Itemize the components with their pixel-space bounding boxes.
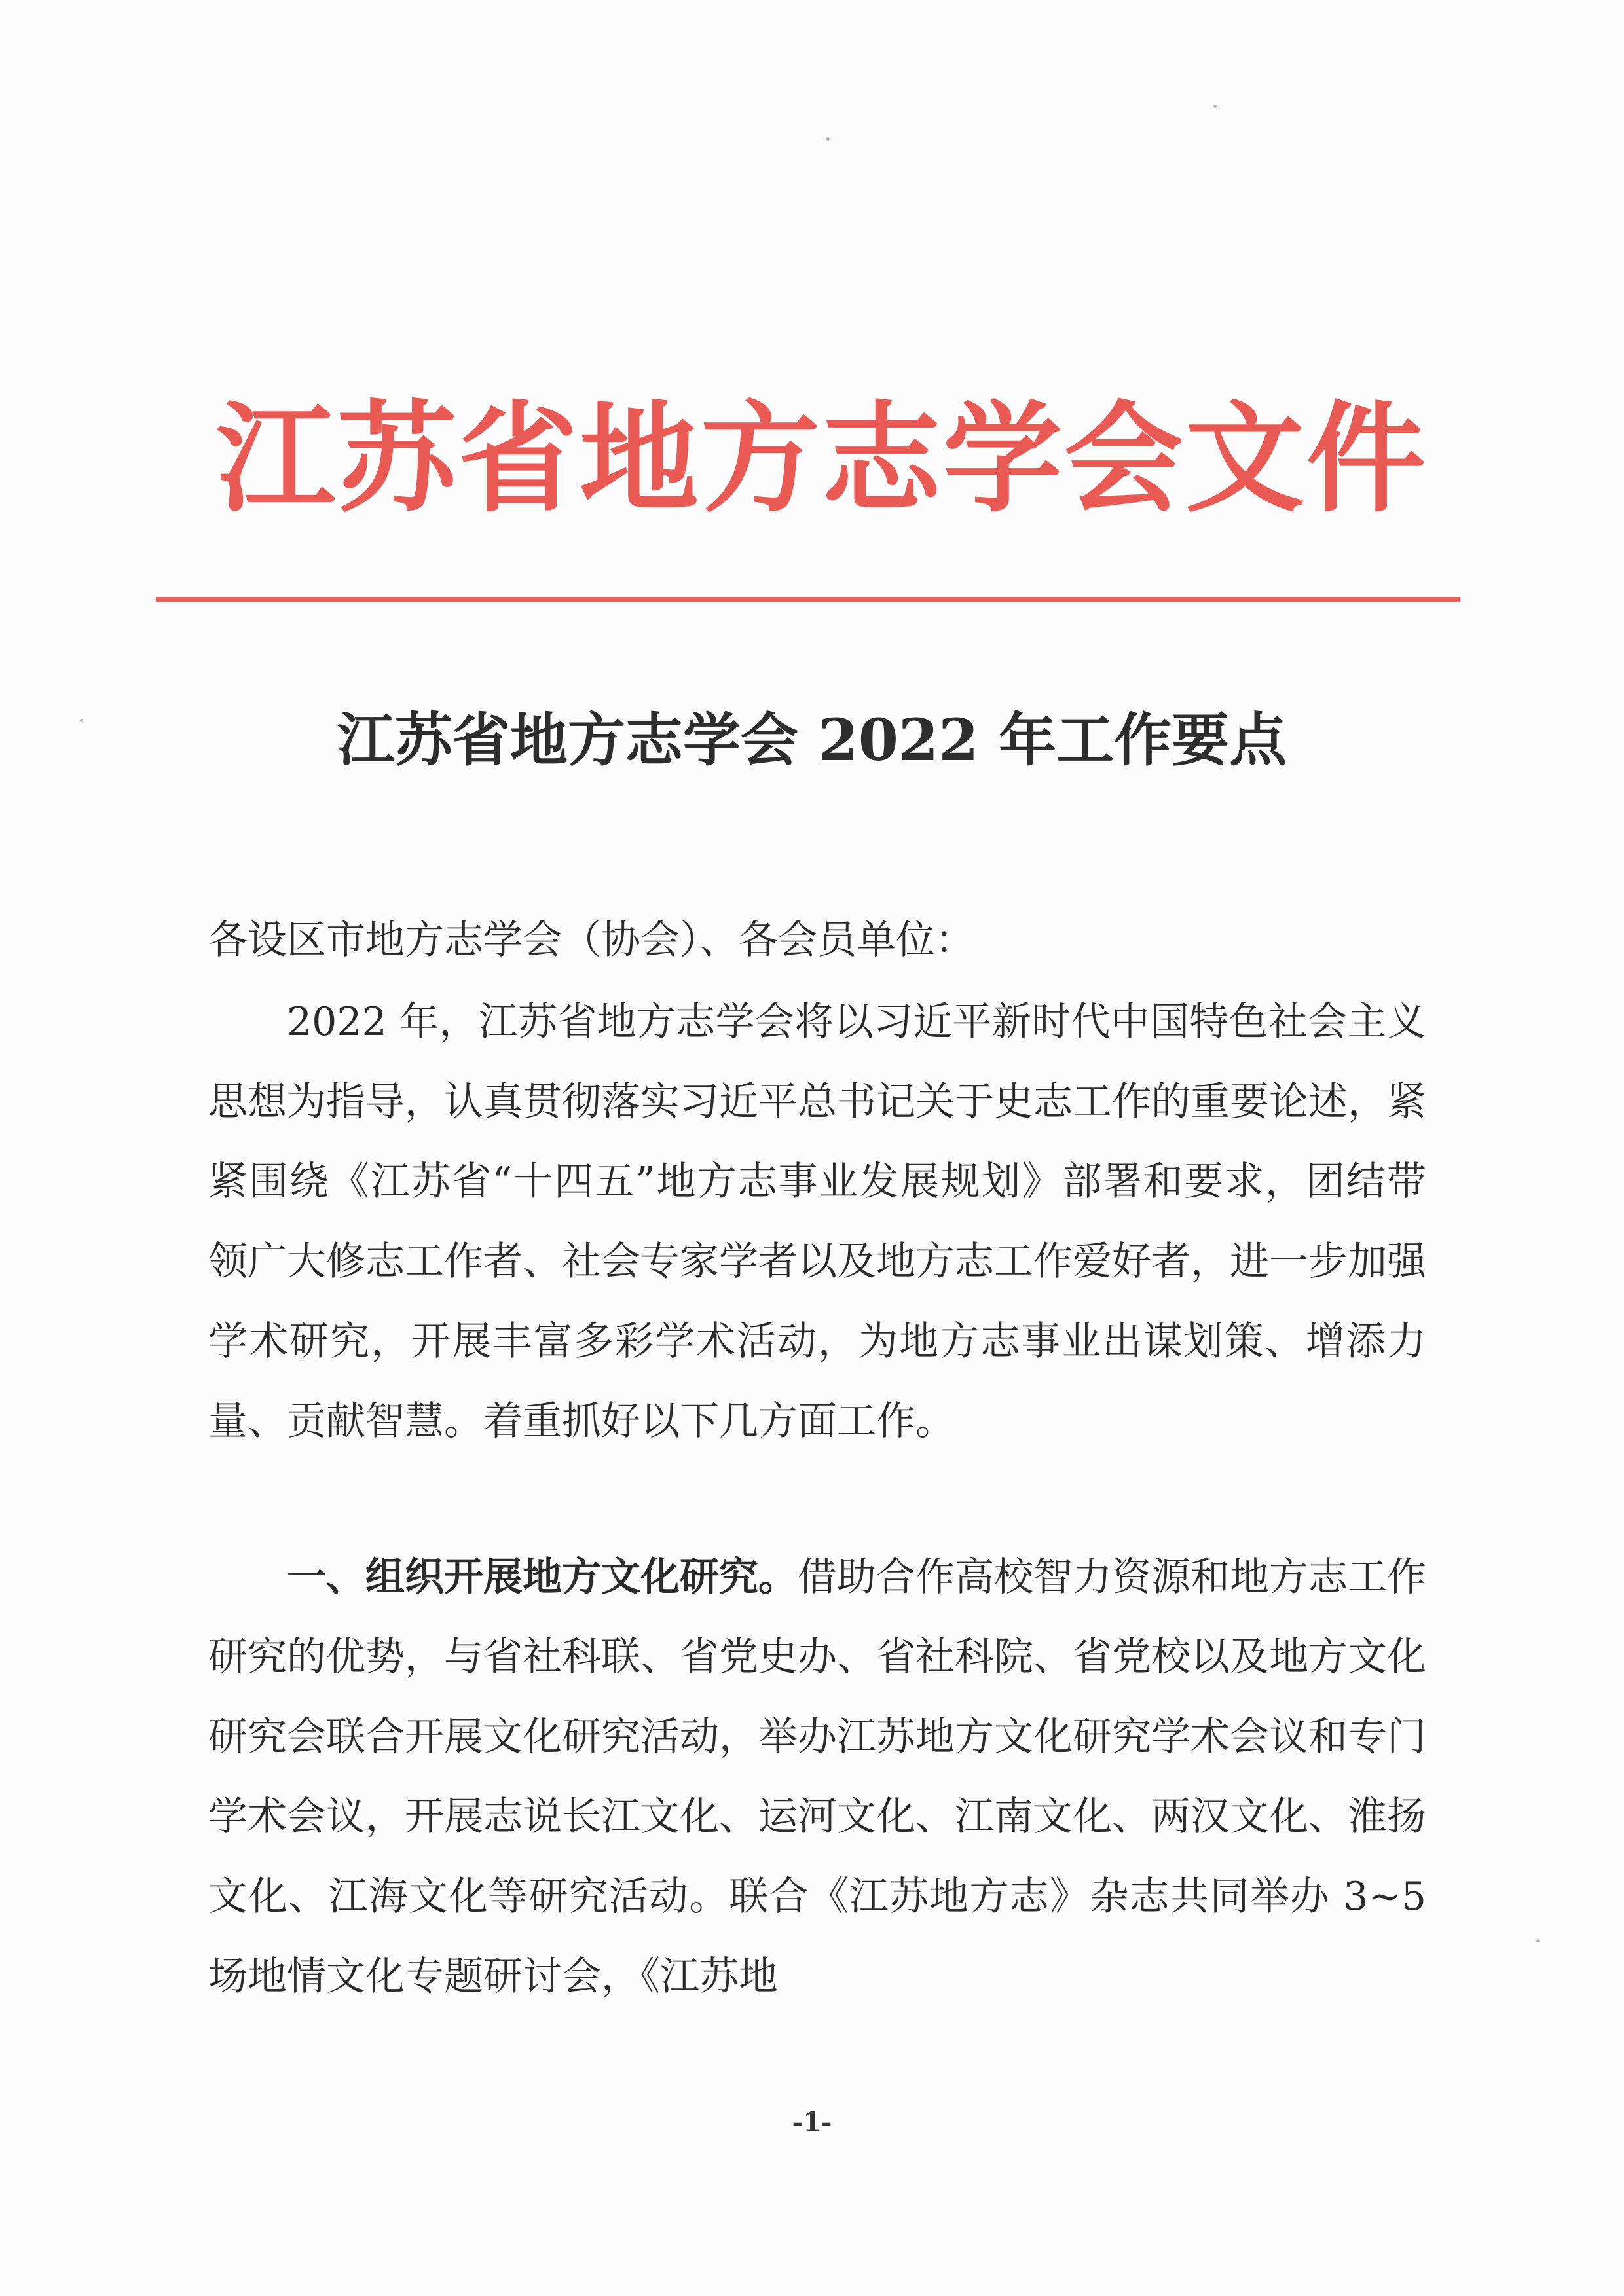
salutation: 各设区市地方志学会（协会）、各会员单位： (208, 917, 974, 963)
section-heading: 一、组织开展地方文化研究。 (287, 1554, 798, 1600)
paragraph-section-1 (208, 1537, 1426, 2016)
paragraph-text: 借助合作高校智力资源和地方志工作研究的优势，与省社科联、省党史办、省社科院、省党校以及地方文化研究会联合开展文化研究活动，举办江苏地方文化研究学术会议和专门学术会议，开展志说长江文化、运河文化、江南文化、两汉文化、淮扬文化、江海文化等研究活动。联合《江苏地方志》杂志共同举办 3~5 场地情文化专题研讨会，《江苏地 (208, 1554, 1426, 1999)
scan-speck (80, 719, 83, 722)
document-title: 江苏省地方志学会 2022 年工作要点 (337, 706, 1287, 774)
page-number: -1- (792, 2107, 832, 2138)
paragraph-intro (208, 982, 1426, 1461)
scan-speck (1213, 105, 1217, 108)
scan-speck (1536, 1939, 1540, 1942)
issuer-header: 江苏省地方志学会文件 (216, 388, 1428, 528)
paragraph-text: 2022 年，江苏省地方志学会将以习近平新时代中国特色社会主义思想为指导，认真贯彻落实习近平总书记关于史志工作的重要论述，紧紧围绕《江苏省“十四五”地方志事业发展规划》部署和要求，团结带领广大修志工作者、社会专家学者以及地方志工作爱好者，进一步加强学术研究，开展丰富多彩学术活动，为地方志事业出谋划策、增添力量、贡献智慧。着重抓好以下几方面工作。 (208, 999, 1426, 1444)
scan-speck (826, 137, 830, 141)
red-divider-line (156, 597, 1460, 602)
